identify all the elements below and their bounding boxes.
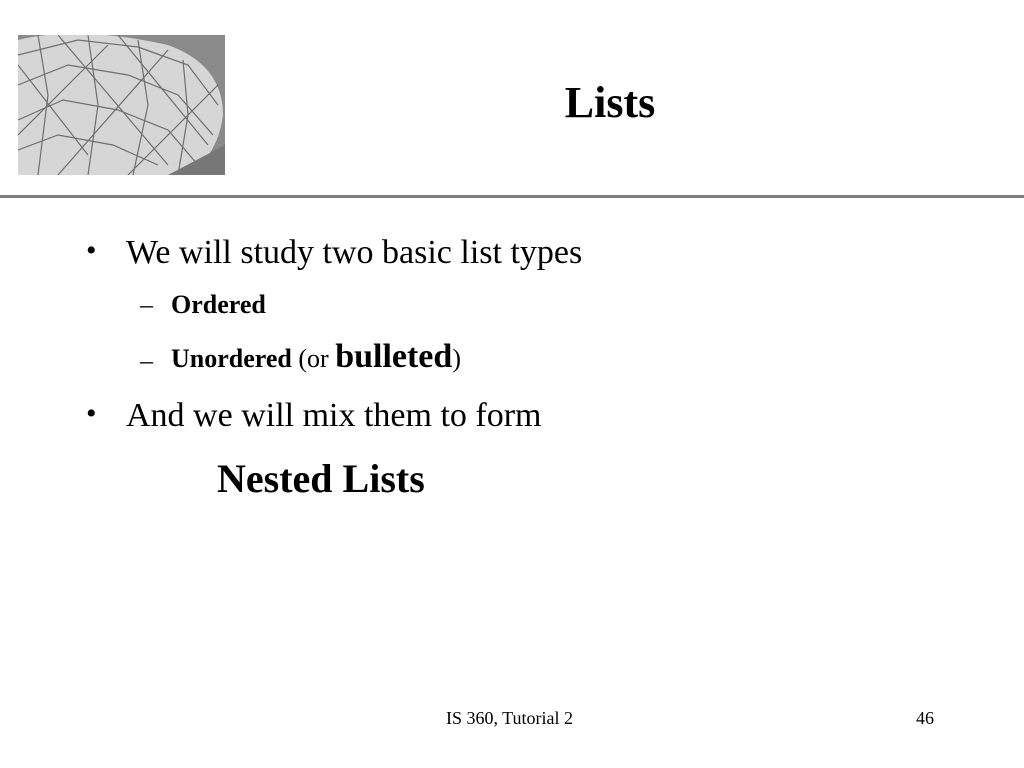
footer-course: IS 360, Tutorial 2 bbox=[446, 708, 574, 728]
nested-lists-heading: Nested Lists bbox=[217, 456, 425, 501]
bullet-icon: • bbox=[86, 397, 97, 430]
dome-logo-icon bbox=[18, 35, 225, 175]
sub-item-unordered bbox=[171, 340, 461, 376]
bullet-item-2: And we will mix them to form bbox=[126, 397, 542, 434]
dash-icon: – bbox=[140, 290, 153, 319]
sub-item-ordered: Ordered bbox=[171, 290, 266, 319]
bulleted-emphasis: bulleted bbox=[335, 338, 453, 375]
paren-open: (or bbox=[291, 344, 336, 373]
page-number: 46 bbox=[916, 708, 934, 728]
sub-item-unordered-label: Unordered bbox=[171, 344, 292, 373]
title-divider bbox=[0, 195, 1024, 198]
slide-title: Lists bbox=[564, 78, 656, 127]
bullet-icon: • bbox=[86, 234, 97, 267]
dome-logo-image bbox=[18, 35, 225, 175]
bullet-item-1: We will study two basic list types bbox=[126, 234, 583, 271]
paren-close: ) bbox=[452, 344, 461, 373]
dash-icon: – bbox=[140, 346, 153, 375]
